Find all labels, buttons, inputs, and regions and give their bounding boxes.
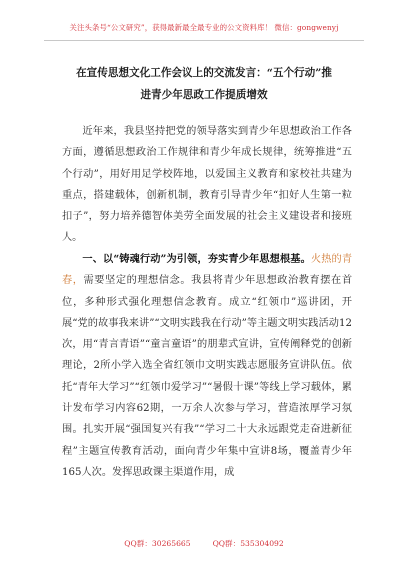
document-title: [52, 62, 356, 106]
header-divider: [44, 40, 364, 41]
title-line-2: 进青少年思政工作提质增效: [140, 89, 268, 101]
header-banner: 关注头条号“公文研究”，获得最新最全最专业的公文资料库！ 微信：gongwenyj: [69, 23, 339, 32]
qq-group-1: QQ群：30265665: [124, 539, 191, 548]
section-one-heading: 一、以“铸魂行动”为引领，夯实青少年思想根基。: [82, 253, 311, 265]
footer-contacts: [0, 538, 408, 549]
section-one-faded-text: 火热的青春，: [62, 254, 353, 287]
qq-group-2: QQ群：535304092: [212, 539, 284, 548]
section-one-body: 需要坚定的理想信念。我县将青少年思想政治教育摆在首位，多种形式强化理想信念教育。成立“红领巾”巡讲团，开展“党的故事我来讲”“文明实践我在行动”等主题文明实践活动12次，用“青言青语”“童言童语”的朋辈式宣讲，宣传阐释党的创新理论，2所小学入选全省红领巾文明实践志愿服务宣讲队伍。依托“青年大学习”“红领巾爱学习”“暑假十课”等线上学习载体，累计发布学习内容62期，一万余人次参与学习，营造浓厚学习氛围。扎实开展“强国复兴有我”“学习二十大永远跟党走奋进新征程”主题宣传教育活动，面向青少年集中宣讲8场，覆盖青少年165人次。发挥思政课主渠道作用，成: [62, 275, 353, 478]
section-one-paragraph: [62, 249, 352, 483]
intro-paragraph: 近年来，我县坚持把党的领导落实到青少年思想政治工作各方面，遵循思想政治工作规律和青少年成长规律，统筹推进“五个行动”，用好用足学校阵地，以爱国主义教育和家校社共建为重点，搭建载体，创新机制，教育引导青少年“扣好人生第一粒扣子”，努力培养德智体美劳全面发展的社会主义建设者和接班人。: [62, 126, 352, 244]
title-line-1: 在宣传思想文化工作会议上的交流发言：“五个行动”推: [76, 67, 332, 79]
